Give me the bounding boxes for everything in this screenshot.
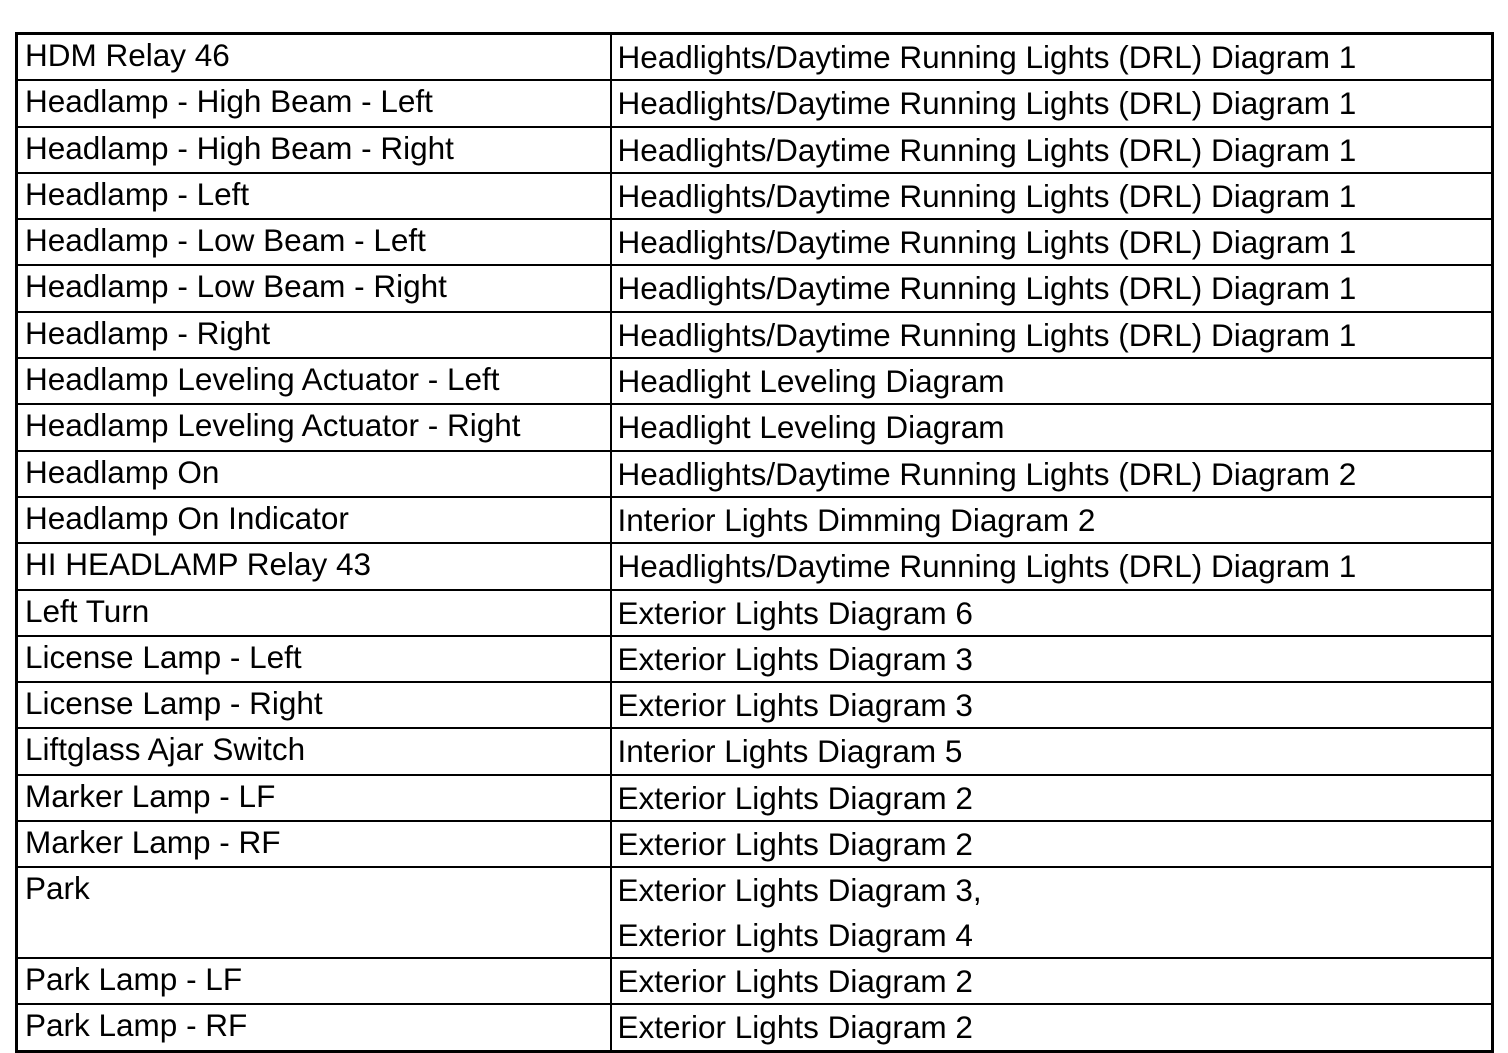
table-row xyxy=(17,728,1493,774)
diagram-reference-text: Headlights/Daytime Running Lights (DRL) Diagram 2 xyxy=(617,455,1357,492)
diagram-reference-text: Exterior Lights Diagram 6 xyxy=(617,594,973,631)
table-row xyxy=(17,590,1493,636)
diagram-reference-cell xyxy=(611,728,1493,774)
table-row xyxy=(17,821,1493,867)
component-name-cell: HI HEADLAMP Relay 43 xyxy=(17,543,611,589)
diagram-reference-text: Exterior Lights Diagram 3 xyxy=(617,687,973,724)
diagram-reference-text: Headlights/Daytime Running Lights (DRL) Diagram 1 xyxy=(617,177,1357,214)
component-name-cell: Headlamp - High Beam - Right xyxy=(17,127,611,173)
diagram-reference-cell xyxy=(611,219,1493,265)
component-name-cell: Headlamp On Indicator xyxy=(17,497,611,543)
component-index-body xyxy=(17,34,1493,1052)
component-name-cell: Park Lamp - RF xyxy=(17,1004,611,1051)
diagram-reference-text: Exterior Lights Diagram 2 xyxy=(617,779,973,816)
diagram-reference-cell xyxy=(611,34,1493,81)
diagram-reference-cell xyxy=(611,497,1493,543)
diagram-reference-cell xyxy=(611,312,1493,358)
table-row xyxy=(17,775,1493,821)
diagram-reference-text: Headlight Leveling Diagram xyxy=(617,409,1005,446)
component-index-table xyxy=(15,32,1494,1053)
diagram-reference-cell xyxy=(611,80,1493,126)
table-row xyxy=(17,404,1493,450)
table-row xyxy=(17,127,1493,173)
component-name-cell: Headlamp On xyxy=(17,451,611,497)
table-row xyxy=(17,219,1493,265)
diagram-reference-cell xyxy=(611,404,1493,450)
component-name-cell: Marker Lamp - LF xyxy=(17,775,611,821)
diagram-reference-text: Exterior Lights Diagram 2 xyxy=(617,962,973,999)
component-name-cell: Park xyxy=(17,867,611,958)
diagram-reference-cell xyxy=(611,636,1493,682)
component-name-cell: Headlamp - Left xyxy=(17,173,611,219)
table-row xyxy=(17,80,1493,126)
diagram-reference-text: Headlights/Daytime Running Lights (DRL) Diagram 1 xyxy=(617,39,1357,75)
table-row xyxy=(17,173,1493,219)
diagram-reference-cell xyxy=(611,821,1493,867)
table-row xyxy=(17,636,1493,682)
component-name-cell: Headlamp Leveling Actuator - Right xyxy=(17,404,611,450)
table-row xyxy=(17,682,1493,728)
diagram-reference-text: Interior Lights Diagram 5 xyxy=(617,733,963,770)
component-name-cell: License Lamp - Left xyxy=(17,636,611,682)
diagram-reference-cell xyxy=(611,451,1493,497)
diagram-reference-text: Exterior Lights Diagram 3, xyxy=(617,872,982,909)
diagram-reference-text: Headlights/Daytime Running Lights (DRL) Diagram 1 xyxy=(617,270,1357,307)
table-row xyxy=(17,1004,1493,1051)
diagram-reference-text: Interior Lights Dimming Diagram 2 xyxy=(617,501,1096,538)
table-row xyxy=(17,358,1493,404)
diagram-reference-cell xyxy=(611,173,1493,219)
component-name-cell: HDM Relay 46 xyxy=(17,34,611,81)
diagram-reference-text: Exterior Lights Diagram 4 xyxy=(617,916,973,953)
table-row xyxy=(17,958,1493,1004)
diagram-reference-text: Exterior Lights Diagram 2 xyxy=(617,826,973,863)
table-row xyxy=(17,543,1493,589)
diagram-reference-text: Headlights/Daytime Running Lights (DRL) Diagram 1 xyxy=(617,131,1357,168)
diagram-reference-cell xyxy=(611,358,1493,404)
component-name-cell: Headlamp - Right xyxy=(17,312,611,358)
table-row xyxy=(17,867,1493,958)
diagram-reference-text: Headlight Leveling Diagram xyxy=(617,363,1005,400)
diagram-reference-cell xyxy=(611,1004,1493,1051)
component-name-cell: Headlamp Leveling Actuator - Left xyxy=(17,358,611,404)
diagram-reference-cell xyxy=(611,127,1493,173)
table-row xyxy=(17,497,1493,543)
table-row xyxy=(17,312,1493,358)
diagram-reference-text: Exterior Lights Diagram 2 xyxy=(617,1009,973,1046)
diagram-reference-cell xyxy=(611,543,1493,589)
diagram-reference-text: Headlights/Daytime Running Lights (DRL) Diagram 1 xyxy=(617,85,1357,122)
diagram-reference-text: Headlights/Daytime Running Lights (DRL) Diagram 1 xyxy=(617,548,1357,585)
table-row xyxy=(17,34,1493,81)
diagram-reference-cell xyxy=(611,775,1493,821)
diagram-reference-cell xyxy=(611,265,1493,311)
diagram-reference-text: Headlights/Daytime Running Lights (DRL) Diagram 1 xyxy=(617,316,1357,353)
table-row xyxy=(17,265,1493,311)
diagram-reference-cell xyxy=(611,590,1493,636)
diagram-reference-cell xyxy=(611,682,1493,728)
component-name-cell: License Lamp - Right xyxy=(17,682,611,728)
component-name-cell: Headlamp - Low Beam - Left xyxy=(17,219,611,265)
component-name-cell: Headlamp - Low Beam - Right xyxy=(17,265,611,311)
diagram-reference-cell xyxy=(611,867,1493,958)
component-name-cell: Left Turn xyxy=(17,590,611,636)
component-name-cell: Liftglass Ajar Switch xyxy=(17,728,611,774)
component-name-cell: Park Lamp - LF xyxy=(17,958,611,1004)
component-name-cell: Headlamp - High Beam - Left xyxy=(17,80,611,126)
component-name-cell: Marker Lamp - RF xyxy=(17,821,611,867)
table-row xyxy=(17,451,1493,497)
diagram-reference-text: Exterior Lights Diagram 3 xyxy=(617,640,973,677)
diagram-reference-text: Headlights/Daytime Running Lights (DRL) Diagram 1 xyxy=(617,224,1357,261)
diagram-reference-cell xyxy=(611,958,1493,1004)
